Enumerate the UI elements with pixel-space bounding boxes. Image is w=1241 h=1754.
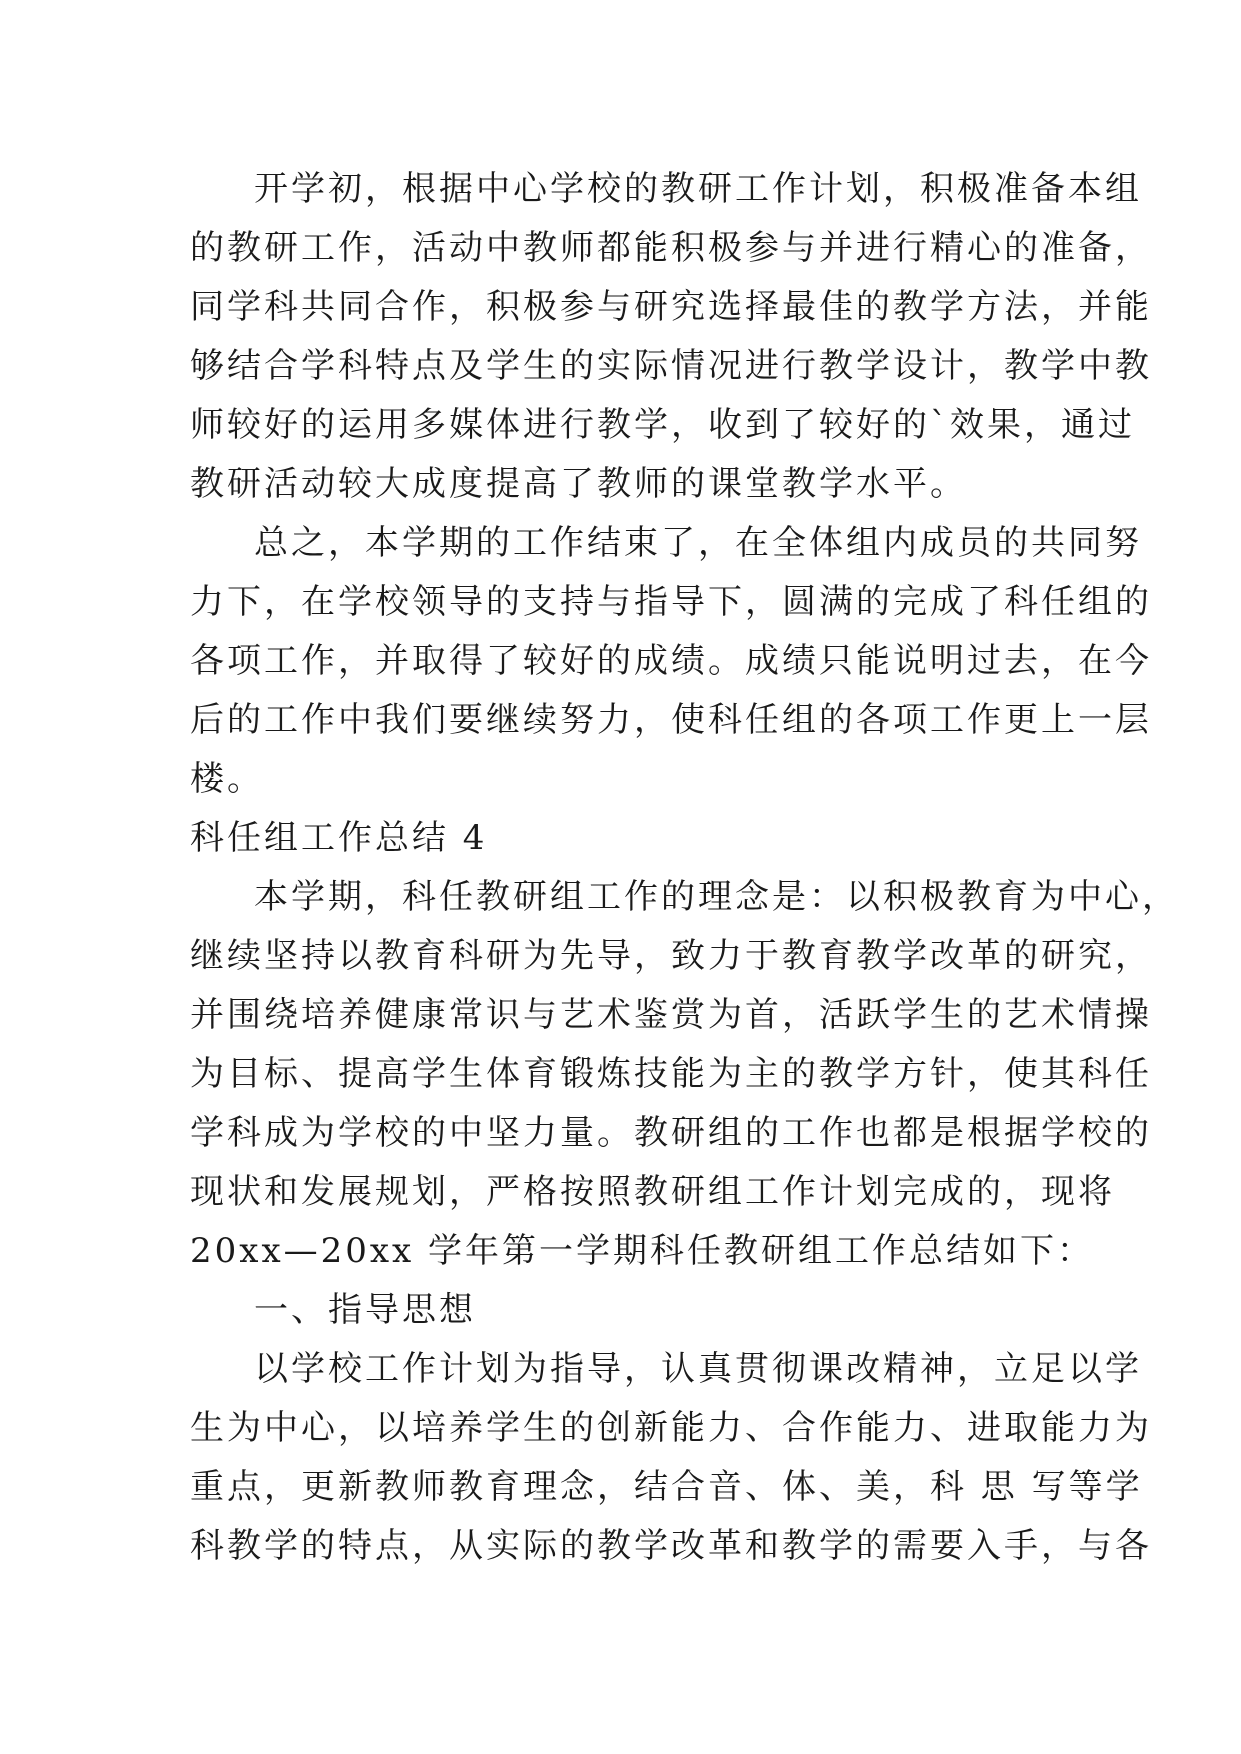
subsection-heading: 一、指导思想: [254, 1290, 476, 1330]
paragraph-line: 教研活动较大成度提高了教师的课堂教学水平。: [190, 464, 967, 504]
paragraph-line: 科教学的特点，从实际的教学改革和教学的需要入手，与各: [190, 1526, 1152, 1566]
paragraph-line: 后的工作中我们要继续努力，使科任组的各项工作更上一层: [190, 700, 1152, 740]
paragraph-line: 的教研工作，活动中教师都能积极参与并进行精心的准备，: [190, 228, 1152, 268]
paragraph-line: 楼。: [190, 759, 264, 799]
paragraph-line: 以学校工作计划为指导，认真贯彻课改精神，立足以学: [254, 1349, 1142, 1389]
paragraph-line: 并围绕培养健康常识与艺术鉴赏为首，活跃学生的艺术情操: [190, 995, 1152, 1035]
paragraph-line: 师较好的运用多媒体进行教学，收到了较好的`效果，通过: [190, 405, 1135, 445]
paragraph-line: 本学期，科任教研组工作的理念是：以积极教育为中心，: [254, 877, 1179, 917]
paragraph-line: 学科成为学校的中坚力量。教研组的工作也都是根据学校的: [190, 1113, 1152, 1153]
paragraph-line: 开学初，根据中心学校的教研工作计划，积极准备本组: [254, 169, 1142, 209]
paragraph-line: 各项工作，并取得了较好的成绩。成绩只能说明过去，在今: [190, 641, 1152, 681]
section-heading: 科任组工作总结 4: [190, 818, 488, 858]
paragraph-line: 现状和发展规划，严格按照教研组工作计划完成的，现将: [190, 1172, 1115, 1212]
paragraph-line: 够结合学科特点及学生的实际情况进行教学设计，教学中教: [190, 346, 1152, 386]
paragraph-line: 同学科共同合作，积极参与研究选择最佳的教学方法，并能: [190, 287, 1152, 327]
paragraph-line: 力下，在学校领导的支持与指导下，圆满的完成了科任组的: [190, 582, 1152, 622]
paragraph-line: 继续坚持以教育科研为先导，致力于教育教学改革的研究，: [190, 936, 1152, 976]
paragraph-line: 生为中心，以培养学生的创新能力、合作能力、进取能力为: [190, 1408, 1152, 1448]
paragraph-line: 为目标、提高学生体育锻炼技能为主的教学方针，使其科任: [190, 1054, 1152, 1094]
paragraph-line: 总之，本学期的工作结束了，在全体组内成员的共同努: [254, 523, 1142, 563]
paragraph-line: 重点，更新教师教育理念，结合音、体、美，科 思 写等学: [190, 1467, 1143, 1507]
paragraph-line: 20xx—20xx 学年第一学期科任教研组工作总结如下：: [190, 1231, 1095, 1271]
document-body: [190, 160, 1179, 1576]
